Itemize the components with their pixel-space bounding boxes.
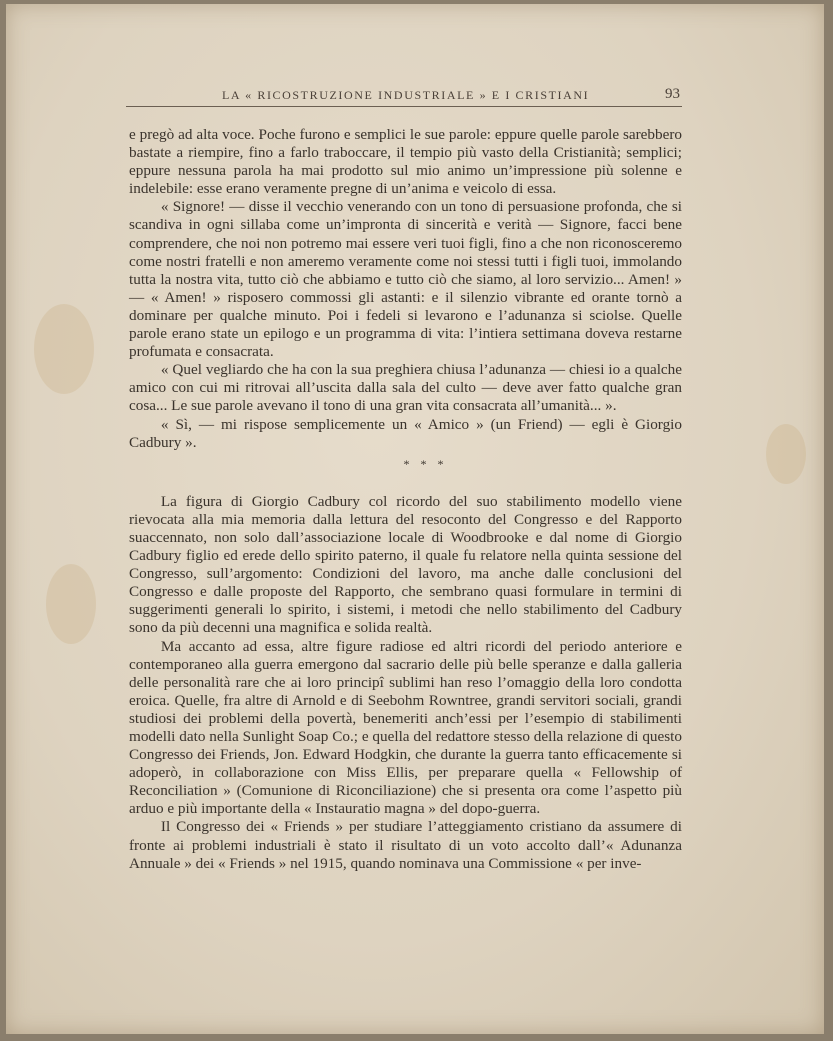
section-separator: * * * (403, 456, 448, 471)
page-number: 93 (665, 86, 680, 102)
book-page (6, 4, 824, 1034)
paragraph: La figura di Giorgio Cadbury col ricordo del suo stabilimento modello viene rievocata alla mia memoria dalla lettura del resoconto del Congresso e del Rapporto suaccennato, non solo dall’associazione locale di Woodbrooke e dal nome di Giorgio Cadbury figlio ed erede dello spirito paterno, il quale fu relatore nella quinta sessione del Congresso, sull’argomento: Condizioni del lavoro, ma anche dalle conclusioni del Congresso e dalle proposte del Rapporto, che sembrano quasi formulare in termini di suggerimenti generali lo spirito, i sistemi, i metodi che nello stabilimento del Cadbury sono da più decenni una magnifica e solida realtà. (129, 492, 682, 637)
paragraph: e pregò ad alta voce. Poche furono e semplici le sue parole: eppure quelle parole sarebbero bastate a riempire, fino a farlo traboccare, il tempio più vasto della Cristianità; semplici; eppure nessuna parola ha mai prodotto sul mio animo un’impressione più solenne e indelebile: esse erano veramente pregne di un’anima e veicolo di essa. (129, 126, 682, 198)
running-title: LA « RICOSTRUZIONE INDUSTRIALE » E I CRISTIANI (222, 88, 590, 102)
paragraph: « Quel vegliardo che ha con la sua preghiera chiusa l’adunanza — chiesi io a qualche amico con cui mi ritrovai all’uscita dalla sala del culto — deve aver fatto qualche gran cosa... Le sue parole avevano il tono di una gran vita consacrata all’umanità... ». (129, 361, 682, 415)
paragraph: « Signore! — disse il vecchio venerando con un tono di persuasione profonda, che si scandiva in ogni sillaba come un’impronta di sincerità e verità — Signore, facci bene comprendere, che noi non potremo mai essere veri tuoi figli, fino a che non riconosceremo come nostri fratelli e non ameremo veramente come noi stessi tutti i figli tuoi, immolando tutta la nostra vita, tutto ciò che abbiamo e tutto ciò che siamo, al loro servizio... Amen! » — « Amen! » risposero commossi gli astanti: e il silenzio vibrante ed orante tornò a dominare per qualche minuto. Poi i fedeli si levarono e l’adunanza si sciolse. Quelle parole erano state un epilogo e un programma di vita: l’intiera settimana doveva restarne profumata e consacrata. (129, 198, 682, 361)
body-text (129, 126, 682, 873)
paragraph: « Sì, — mi rispose semplicemente un « Amico » (un Friend) — egli è Giorgio Cadbury ». (129, 415, 682, 451)
paper-stain (766, 424, 806, 484)
running-header (126, 86, 682, 107)
paragraph: Il Congresso dei « Friends » per studiare l’atteggiamento cristiano da assumere di fronte ai problemi industriali è stato il risultato di un voto accolto dall’« Adunanza Annuale » dei « Friends » nel 1915, quando nominava una Commissione « per inve- (129, 818, 682, 872)
paper-stain (34, 304, 94, 394)
paper-stain (46, 564, 96, 644)
paragraph: Ma accanto ad essa, altre figure radiose ed altri ricordi del periodo anteriore e contemporaneo alla guerra emergono dal sacrario delle più belle speranze e dalla galleria delle personalità rare che ai loro principî sublimi han reso l’omaggio della loro condotta eroica. Quelle, fra altre di Arnold e di Seebohm Rowntree, grandi servitori sociali, grandi studiosi dei problemi della povertà, benemeriti anch’essi per l’esempio di stabilimenti modelli dato nella Sunlight Soap Co.; e quella del redattore stesso della relazione di questo Congresso dei Friends, Jon. Edward Hodgkin, che durante la guerra tanto efficacemente si adoperò, in collaborazione con Miss Ellis, per preparare quella « Fellowship of Reconciliation » (Comunione di Riconciliazione) che si presenta ora come l’aspetto più arduo e più importante della « Instauratio magna » del dopo-guerra. (129, 637, 682, 818)
